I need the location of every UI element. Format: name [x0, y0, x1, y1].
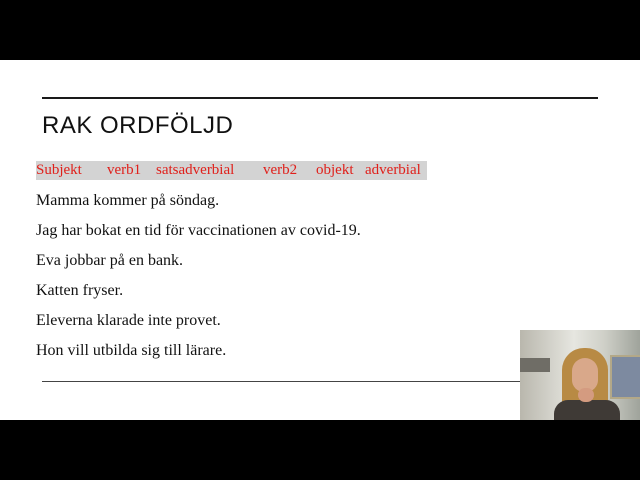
- webcam-window: [610, 355, 640, 399]
- sentence-2: Jag har bokat en tid för vaccinationen av covid-19.: [36, 222, 361, 239]
- header-adverbial: adverbial: [365, 162, 421, 178]
- header-verb2: verb2: [263, 162, 298, 178]
- header-objekt: objekt: [316, 162, 354, 178]
- presenter-body: [554, 400, 620, 420]
- slide-title: RAK ORDFÖLJD: [42, 112, 234, 139]
- sentence-5: Eleverna klarade inte provet.: [36, 312, 221, 329]
- header-verb1: verb1: [107, 162, 142, 178]
- header-subjekt: Subjekt: [36, 162, 82, 178]
- sentence-1: Mamma kommer på söndag.: [36, 192, 220, 209]
- presenter-face: [572, 358, 598, 392]
- webcam-shelf: [520, 358, 550, 372]
- title-rule: [42, 97, 598, 99]
- word-order-header-row: [36, 161, 427, 180]
- bottom-rule: [42, 381, 522, 382]
- header-satsadverbial: satsadverbial: [156, 162, 235, 178]
- webcam-video-overlay: [520, 330, 640, 420]
- presenter-hand: [578, 388, 594, 402]
- sentence-4: Katten fryser.: [36, 282, 124, 299]
- letterbox-bottom: [0, 420, 640, 480]
- letterbox-top: [0, 0, 640, 60]
- sentence-3: Eva jobbar på en bank.: [36, 252, 184, 269]
- sentence-6: Hon vill utbilda sig till lärare.: [36, 342, 227, 359]
